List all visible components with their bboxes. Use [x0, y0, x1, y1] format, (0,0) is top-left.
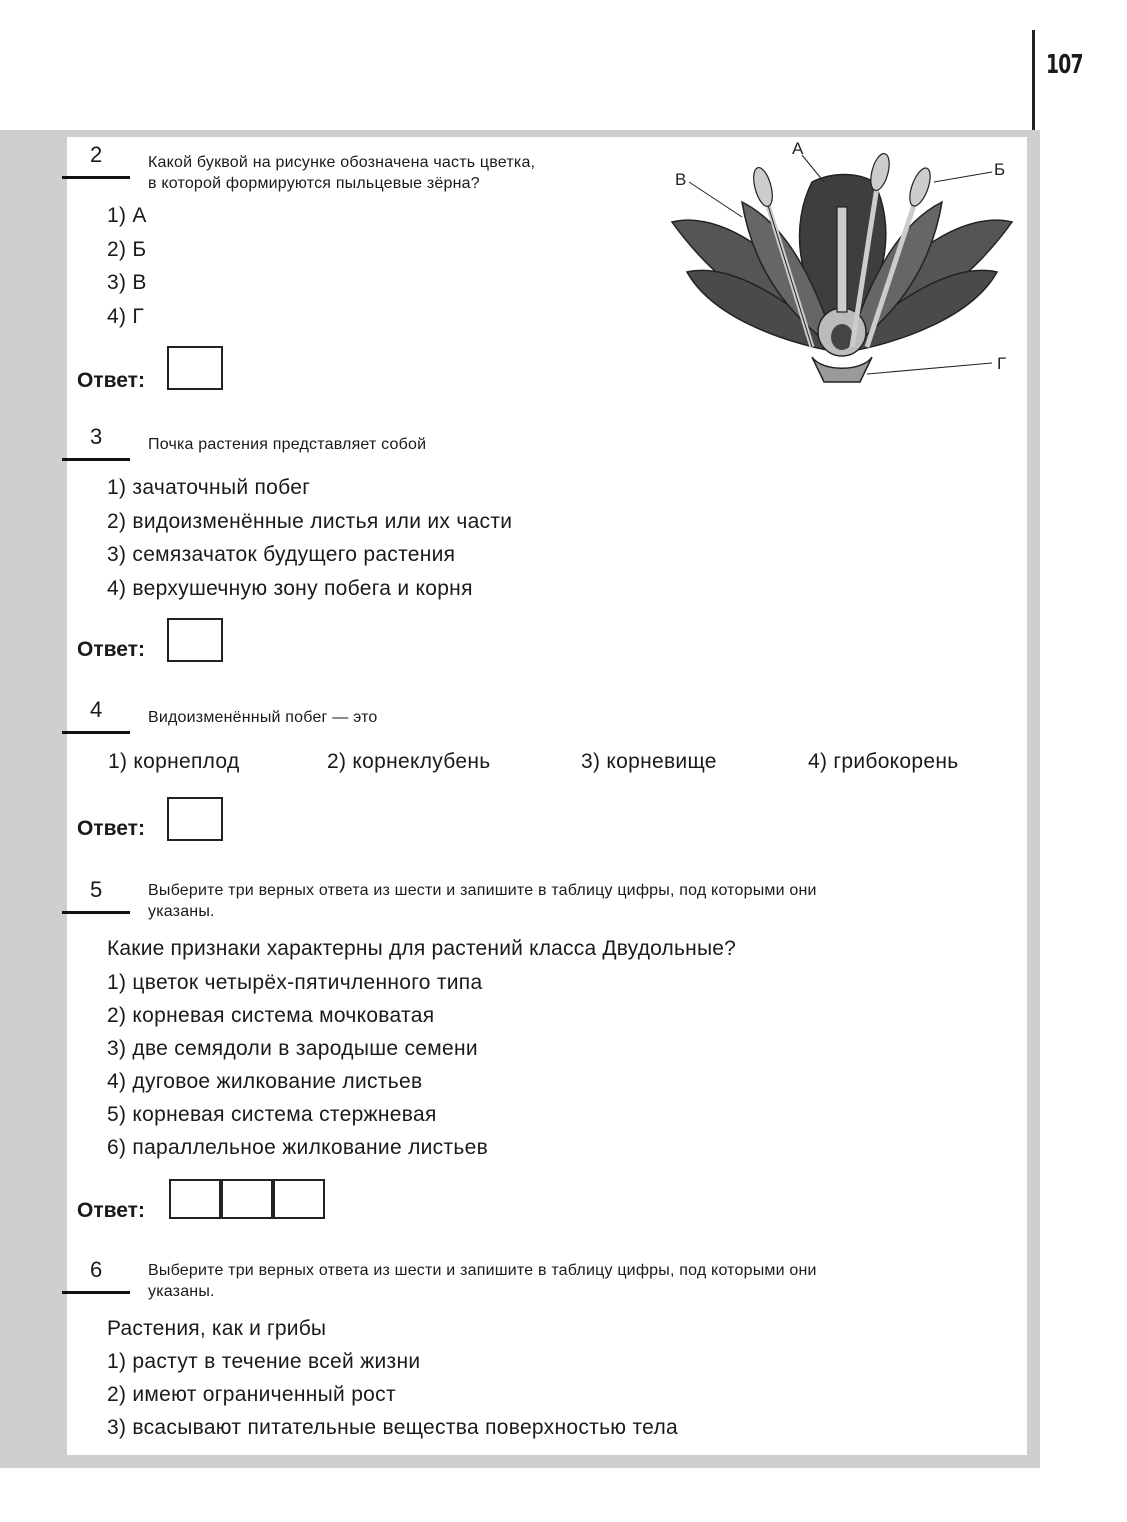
option: 5) корневая система стержневая: [107, 1103, 437, 1126]
option: 3) В: [107, 271, 147, 294]
header-rule: [1032, 30, 1035, 130]
answer-label: Ответ:: [77, 817, 145, 840]
option: 1) цветок четырёх-пятичленного типа: [107, 971, 483, 994]
answer-label: Ответ:: [77, 638, 145, 661]
question-text-line: Выберите три верных ответа из шести и запишите в таблицу цифры, под которыми они: [148, 1262, 817, 1279]
question-number-rule: [62, 911, 130, 914]
answer-box[interactable]: [167, 797, 223, 841]
option: 3) семязачаток будущего растения: [107, 543, 456, 566]
option: 2) Б: [107, 238, 147, 261]
answer-cell[interactable]: [273, 1179, 325, 1219]
option: 4) Г: [107, 305, 145, 328]
question-number-rule: [62, 458, 130, 461]
question-4: [67, 697, 1027, 847]
answer-box[interactable]: [167, 346, 223, 390]
question-number: 3: [90, 424, 103, 449]
question-number: 2: [90, 142, 103, 167]
question-lead: Какие признаки характерны для растений класса Двудольные?: [107, 937, 737, 960]
answer-label: Ответ:: [77, 369, 145, 392]
answer-box[interactable]: [167, 618, 223, 662]
question-number: 6: [90, 1257, 103, 1282]
option: 1) А: [107, 204, 147, 227]
page-number: 107: [1046, 50, 1083, 80]
option: 3) корневище: [581, 750, 717, 773]
answer-cell[interactable]: [221, 1179, 273, 1219]
question-text: Почка растения представляет собой: [148, 436, 427, 453]
question-text: [148, 880, 1018, 922]
option: 1) корнеплод: [108, 750, 240, 773]
label-v: В: [675, 170, 687, 189]
question-lead: Растения, как и грибы: [107, 1317, 327, 1340]
question-text-line: Какой буквой на рисунке обозначена часть цветка,: [148, 154, 536, 171]
option: 4) верхушечную зону побега и корня: [107, 577, 473, 600]
label-a: А: [792, 142, 804, 158]
question-number-rule: [62, 731, 130, 734]
question-number-rule: [62, 176, 130, 179]
label-g: Г: [997, 354, 1007, 373]
flower-diagram: [662, 142, 1027, 397]
option: 4) грибокорень: [808, 750, 959, 773]
option: 4) дуговое жилкование листьев: [107, 1070, 423, 1093]
answer-cell[interactable]: [169, 1179, 221, 1219]
answer-label: Ответ:: [77, 1199, 145, 1222]
question-text-line: указаны.: [148, 1283, 215, 1300]
question-3: [67, 424, 1027, 664]
question-2: [67, 142, 1027, 402]
content-area: [67, 137, 1027, 1455]
option: 2) корневая система мочковатая: [107, 1004, 435, 1027]
option: 6) параллельное жилкование листьев: [107, 1136, 489, 1159]
option: 2) видоизменённые листья или их части: [107, 510, 513, 533]
question-text: Видоизменённый побег — это: [148, 709, 378, 726]
label-b: Б: [994, 160, 1006, 179]
option: 2) корнеклубень: [327, 750, 491, 773]
question-number: 5: [90, 877, 103, 902]
option: 2) имеют ограниченный рост: [107, 1383, 396, 1406]
question-text-line: в которой формируются пыльцевые зёрна?: [148, 175, 480, 192]
question-6: [67, 1257, 1027, 1447]
question-text-line: Выберите три верных ответа из шести и запишите в таблицу цифры, под которыми они: [148, 882, 817, 899]
option: 3) всасывают питательные вещества поверхностью тела: [107, 1416, 678, 1439]
option: 3) две семядоли в зародыше семени: [107, 1037, 478, 1060]
question-number-rule: [62, 1291, 130, 1294]
question-number: 4: [90, 697, 103, 722]
question-5: [67, 877, 1027, 1222]
question-text: [148, 152, 535, 194]
answer-table: [169, 1179, 329, 1221]
question-text: [148, 1260, 1018, 1302]
question-text-line: указаны.: [148, 903, 215, 920]
option: 1) зачаточный побег: [107, 476, 311, 499]
option: 1) растут в течение всей жизни: [107, 1350, 421, 1373]
